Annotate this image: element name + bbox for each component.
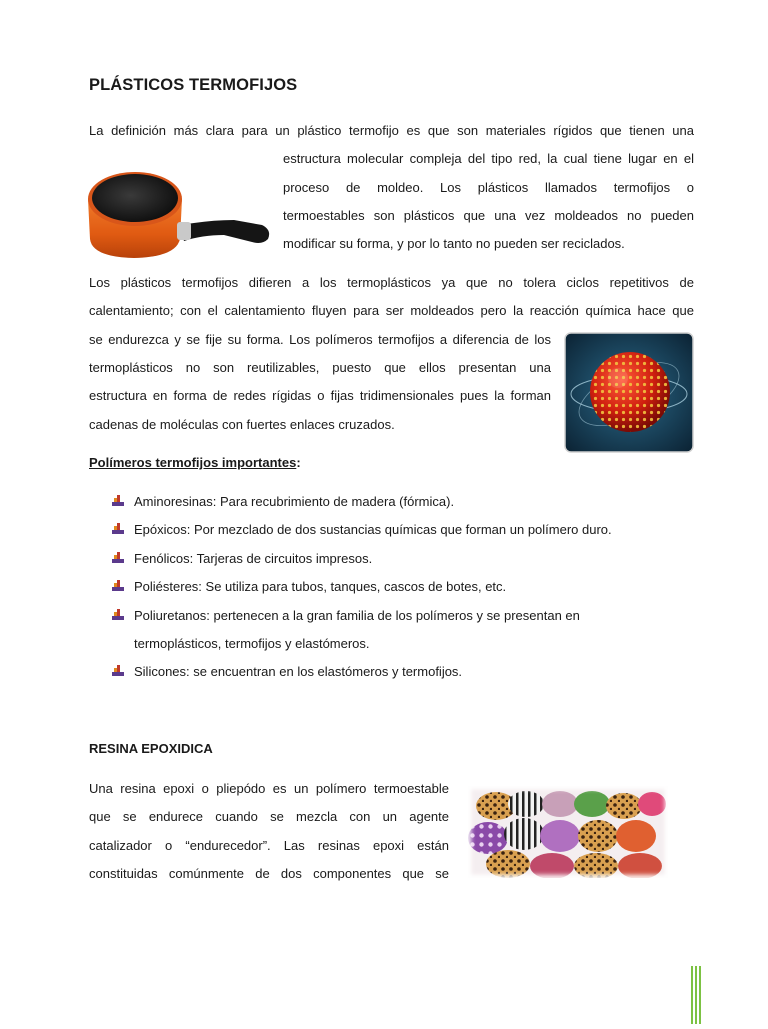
para2-line1: Los plásticos termofijos difieren a los termoplásticos ya que no tolera ciclos repetitivos de (89, 275, 694, 290)
bullet-icon (112, 609, 124, 621)
molecule-sphere-image (564, 332, 694, 453)
para3-line2: que se endurece cuando se mezcla con un agente (89, 809, 449, 824)
bullet-icon (112, 665, 124, 677)
para2-line5: estructura en forma de redes rígidas o fijas tridimensionales pues la forman (89, 388, 551, 403)
section-title: RESINA EPOXIDICA (89, 741, 213, 756)
list-heading-colon: : (296, 455, 301, 470)
para2-line6: cadenas de moléculas con fuertes enlaces cruzados. (89, 417, 395, 432)
para1-line1: La definición más clara para un plástico termofijo es que son materiales rígidos que tienen una (89, 123, 694, 138)
list-item: Epóxicos: Por mezclado de dos sustancias químicas que forman un polímero duro. (134, 522, 612, 537)
para3-line1: Una resina epoxi o pliepódo es un polímero termoestable (89, 781, 449, 796)
list-item: Poliésteres: Se utiliza para tubos, tanques, cascos de botes, etc. (134, 579, 507, 594)
para1-line2: estructura molecular compleja del tipo red, la cual tiene lugar en el (283, 151, 694, 166)
bullet-icon (112, 523, 124, 535)
resin-rings-photo (468, 786, 668, 878)
para2-line3: se endurezca y se fije su forma. Los polímeros termofijos a diferencia de los (89, 332, 551, 347)
para1-line3: proceso de moldeo. Los plásticos llamados termofijos o (283, 180, 694, 195)
para1-line5: modificar su forma, y por lo tanto no pueden ser reciclados. (283, 236, 625, 251)
para2-line4: termoplásticos no son reutilizables, puesto que ellos presentan una (89, 360, 551, 375)
list-item-continuation: termoplásticos, termofijos y elastómeros. (134, 636, 370, 651)
list-item: Silicones: se encuentran en los elastómeros y termofijos. (134, 664, 463, 679)
list-heading-text: Polímeros termofijos importantes (89, 455, 297, 470)
para2-line2: calentamiento; con el calentamiento fluyen para ser moldeados pero la reacción química hace que (89, 303, 694, 318)
para3-line3: catalizador o “endurecedor”. Las resinas epoxi están (89, 838, 449, 853)
saucepan-photo (84, 165, 274, 260)
bullet-icon (112, 495, 124, 507)
para1-line4: termoestables son plásticos que una vez moldeados no pueden (283, 208, 694, 223)
list-item: Fenólicos: Tarjeras de circuitos impresos. (134, 551, 373, 566)
list-heading (89, 455, 301, 471)
bullet-icon (112, 580, 124, 592)
margin-decoration (690, 966, 702, 1024)
page-title: PLÁSTICOS TERMOFIJOS (89, 76, 298, 94)
list-item: Aminoresinas: Para recubrimiento de madera (fórmica). (134, 494, 455, 509)
bullet-icon (112, 552, 124, 564)
list-item: Poliuretanos: pertenecen a la gran familia de los polímeros y se presentan en (134, 608, 580, 623)
para3-line4: constituidas comúnmente de dos componentes que se (89, 866, 449, 881)
